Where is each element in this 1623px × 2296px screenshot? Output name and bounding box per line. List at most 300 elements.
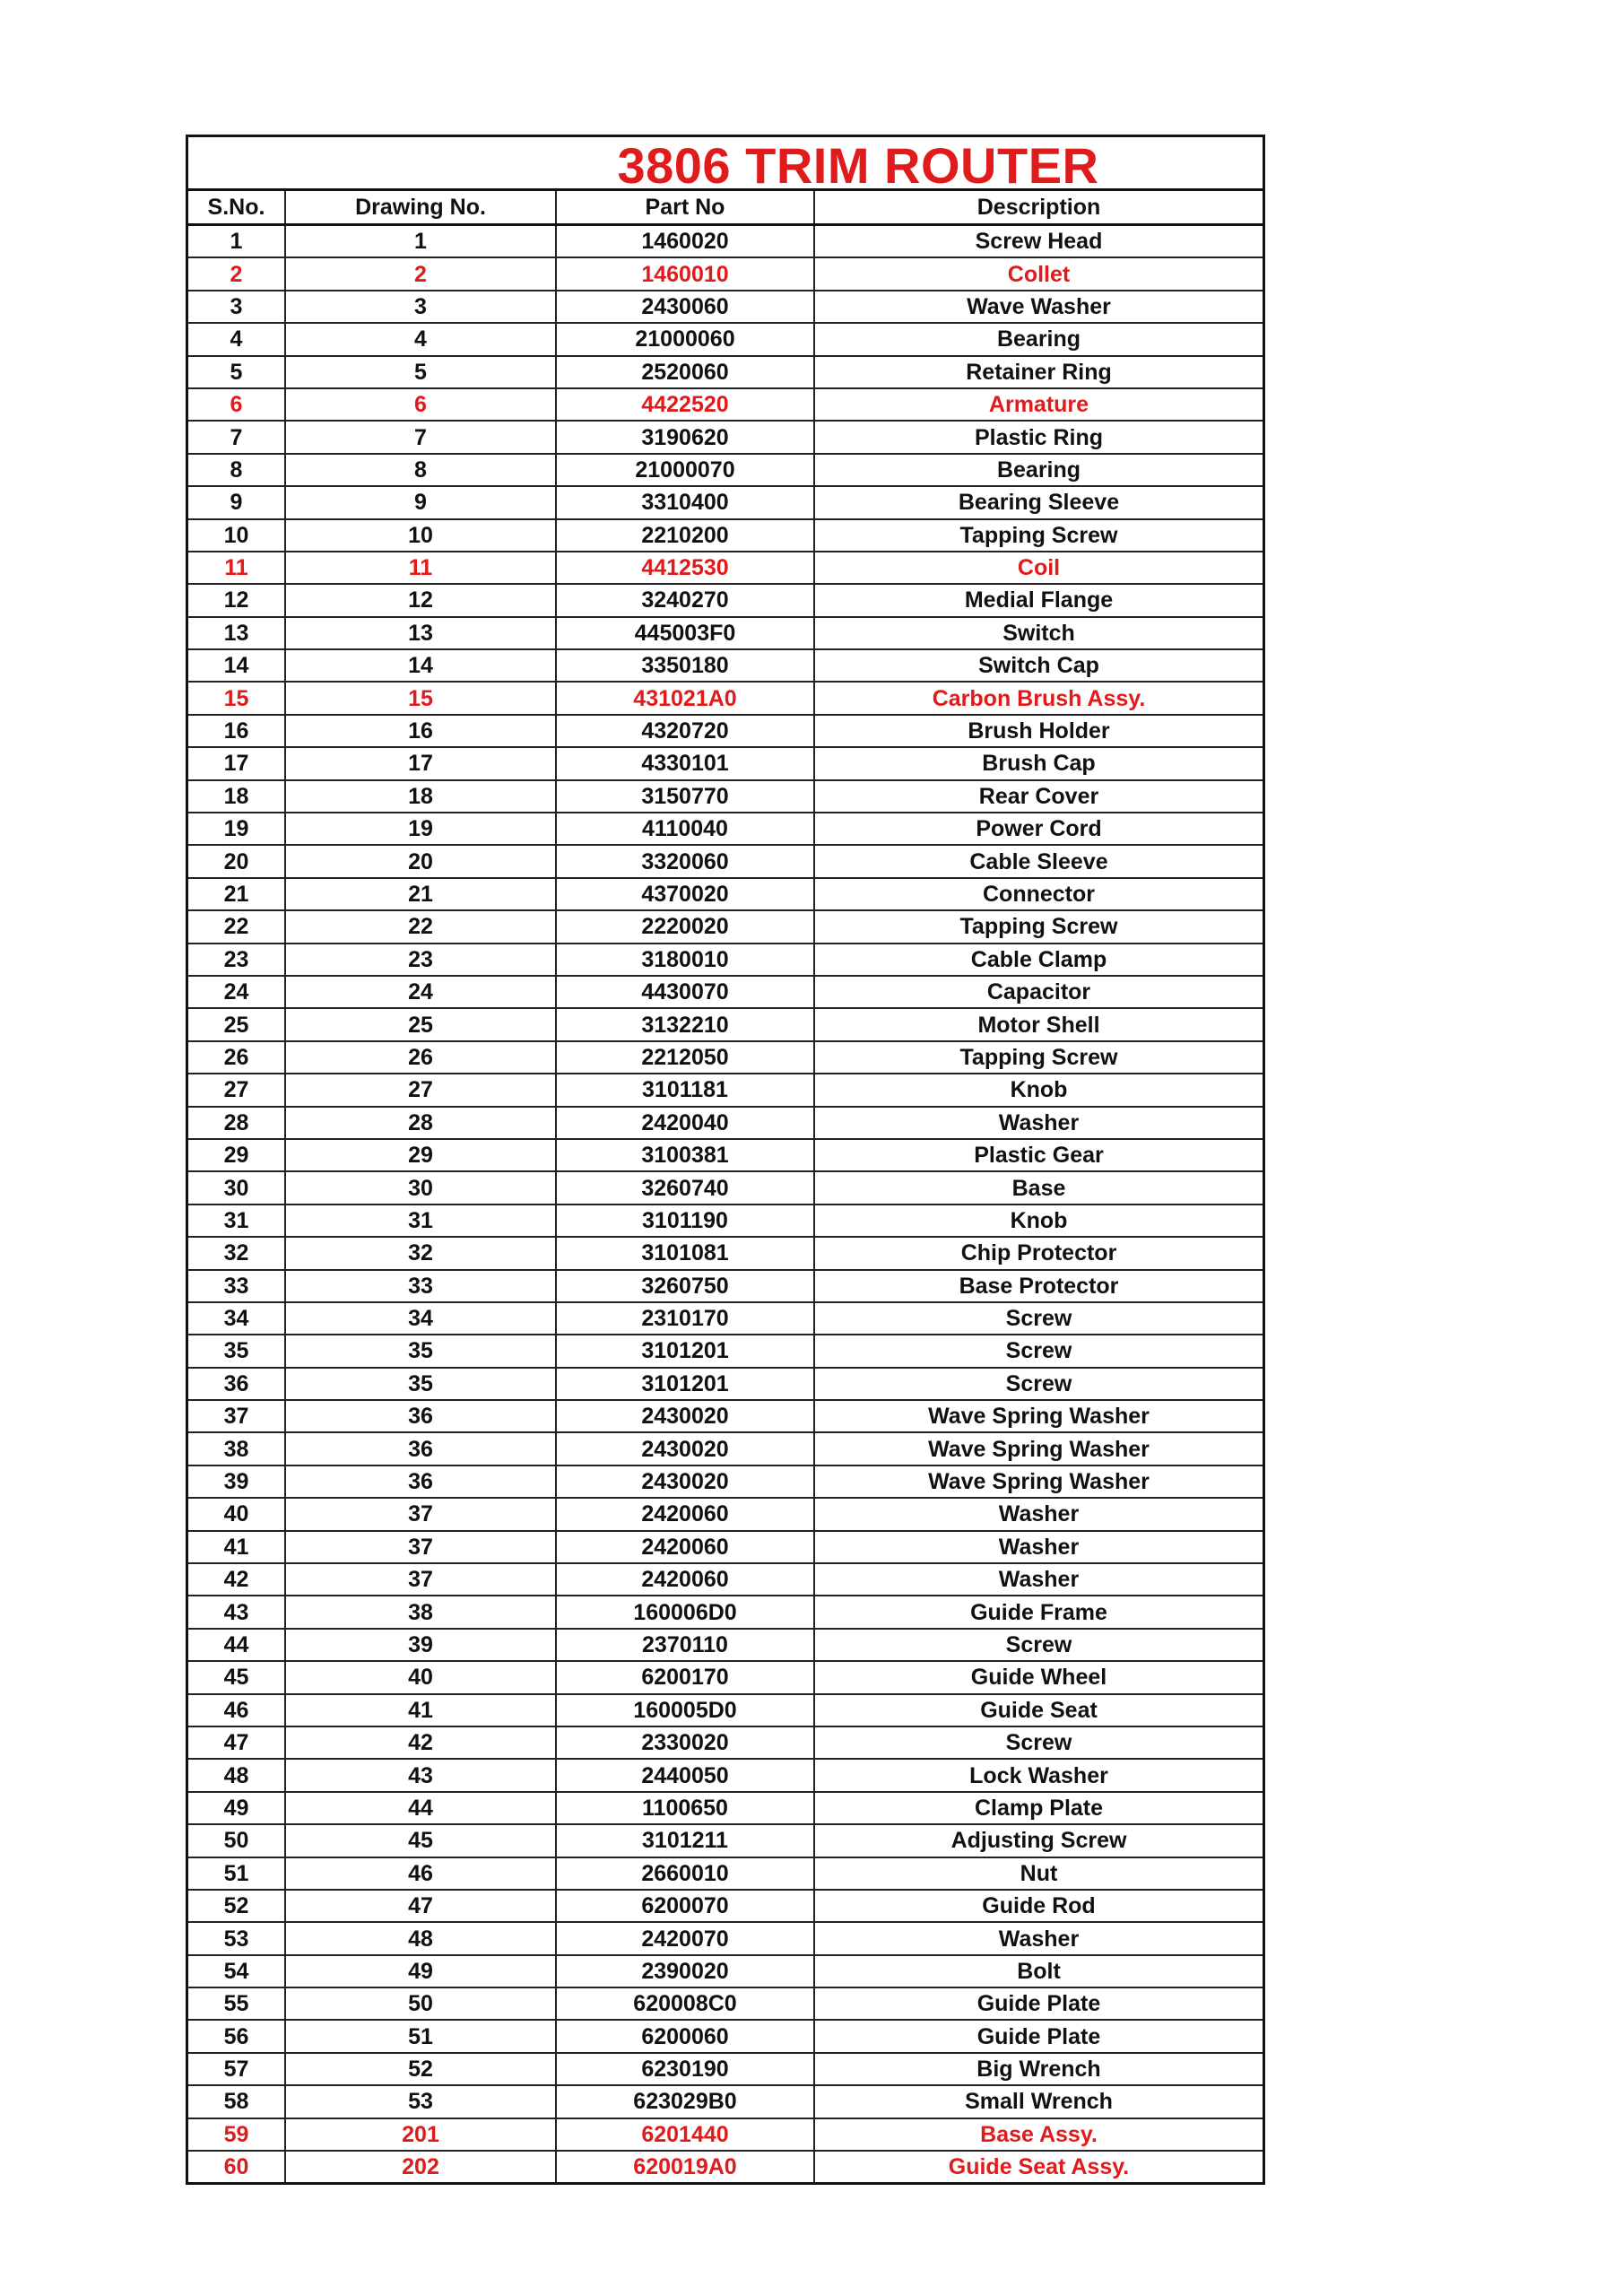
- cell-sno: 47: [188, 1726, 285, 1759]
- cell-description: Screw: [814, 1726, 1263, 1759]
- table-row: [188, 584, 1263, 616]
- cell-description: Washer: [814, 1563, 1263, 1596]
- cell-part-no: 160006D0: [556, 1596, 814, 1628]
- table-row: [188, 486, 1263, 518]
- cell-description: Motor Shell: [814, 1008, 1263, 1040]
- cell-drawing-no: 26: [285, 1041, 556, 1074]
- cell-part-no: 4110040: [556, 813, 814, 845]
- cell-drawing-no: 52: [285, 2053, 556, 2085]
- cell-sno: 55: [188, 1987, 285, 2020]
- cell-sno: 52: [188, 1890, 285, 1922]
- table-row: [188, 1694, 1263, 1726]
- cell-sno: 41: [188, 1531, 285, 1563]
- table-row: [188, 1107, 1263, 1139]
- cell-sno: 51: [188, 1857, 285, 1890]
- cell-drawing-no: 36: [285, 1400, 556, 1432]
- cell-drawing-no: 37: [285, 1498, 556, 1530]
- cell-part-no: 2430020: [556, 1465, 814, 1498]
- cell-drawing-no: 36: [285, 1432, 556, 1465]
- cell-description: Connector: [814, 878, 1263, 910]
- cell-drawing-no: 24: [285, 976, 556, 1008]
- table-row: [188, 1171, 1263, 1204]
- cell-sno: 35: [188, 1335, 285, 1367]
- cell-sno: 27: [188, 1074, 285, 1106]
- cell-part-no: 4330101: [556, 747, 814, 779]
- cell-description: Medial Flange: [814, 584, 1263, 616]
- cell-part-no: 3260740: [556, 1171, 814, 1204]
- header-drawing-no: Drawing No.: [285, 191, 556, 225]
- cell-description: Brush Cap: [814, 747, 1263, 779]
- cell-sno: 15: [188, 682, 285, 714]
- cell-drawing-no: 22: [285, 910, 556, 943]
- cell-description: Bearing: [814, 323, 1263, 355]
- cell-part-no: 2310170: [556, 1302, 814, 1335]
- cell-part-no: 2210200: [556, 519, 814, 552]
- parts-table: [188, 191, 1263, 2182]
- cell-description: Switch: [814, 617, 1263, 649]
- table-row: [188, 2151, 1263, 2182]
- table-row: [188, 1335, 1263, 1367]
- cell-description: Wave Spring Washer: [814, 1400, 1263, 1432]
- cell-part-no: 4412530: [556, 552, 814, 584]
- cell-description: Switch Cap: [814, 649, 1263, 682]
- table-row: [188, 1792, 1263, 1824]
- cell-drawing-no: 50: [285, 1987, 556, 2020]
- cell-description: Chip Protector: [814, 1237, 1263, 1269]
- cell-part-no: 2430060: [556, 291, 814, 323]
- cell-sno: 19: [188, 813, 285, 845]
- cell-drawing-no: 28: [285, 1107, 556, 1139]
- cell-description: Guide Seat Assy.: [814, 2151, 1263, 2182]
- cell-sno: 33: [188, 1270, 285, 1302]
- cell-description: Wave Spring Washer: [814, 1432, 1263, 1465]
- table-row: [188, 1759, 1263, 1791]
- cell-description: Tapping Screw: [814, 910, 1263, 943]
- cell-drawing-no: 43: [285, 1759, 556, 1791]
- cell-part-no: 3350180: [556, 649, 814, 682]
- cell-drawing-no: 47: [285, 1890, 556, 1922]
- cell-sno: 59: [188, 2118, 285, 2151]
- table-row: [188, 878, 1263, 910]
- cell-part-no: 6200060: [556, 2020, 814, 2052]
- cell-part-no: 2430020: [556, 1432, 814, 1465]
- table-row: [188, 1987, 1263, 2020]
- cell-sno: 3: [188, 291, 285, 323]
- cell-description: Bolt: [814, 1955, 1263, 1987]
- cell-part-no: 2420060: [556, 1498, 814, 1530]
- table-row: [188, 1922, 1263, 1954]
- cell-sno: 45: [188, 1661, 285, 1693]
- table-row: [188, 1139, 1263, 1171]
- cell-drawing-no: 48: [285, 1922, 556, 1954]
- cell-description: Clamp Plate: [814, 1792, 1263, 1824]
- cell-description: Collet: [814, 257, 1263, 290]
- cell-description: Screw: [814, 1368, 1263, 1400]
- table-row: [188, 519, 1263, 552]
- cell-drawing-no: 45: [285, 1824, 556, 1857]
- cell-part-no: 4422520: [556, 388, 814, 421]
- cell-part-no: 3180010: [556, 944, 814, 976]
- cell-drawing-no: 36: [285, 1465, 556, 1498]
- cell-description: Plastic Gear: [814, 1139, 1263, 1171]
- table-row: [188, 388, 1263, 421]
- cell-sno: 57: [188, 2053, 285, 2085]
- cell-description: Washer: [814, 1531, 1263, 1563]
- cell-description: Washer: [814, 1498, 1263, 1530]
- table-row: [188, 1531, 1263, 1563]
- cell-description: Base: [814, 1171, 1263, 1204]
- cell-sno: 5: [188, 356, 285, 388]
- cell-part-no: 2660010: [556, 1857, 814, 1890]
- cell-drawing-no: 42: [285, 1726, 556, 1759]
- cell-part-no: 3101190: [556, 1205, 814, 1237]
- cell-sno: 7: [188, 421, 285, 453]
- header-part-no: Part No: [556, 191, 814, 225]
- header-sno: S.No.: [188, 191, 285, 225]
- table-row: [188, 747, 1263, 779]
- cell-description: Washer: [814, 1922, 1263, 1954]
- table-row: [188, 845, 1263, 877]
- cell-sno: 20: [188, 845, 285, 877]
- cell-description: Washer: [814, 1107, 1263, 1139]
- cell-part-no: 2220020: [556, 910, 814, 943]
- table-row: [188, 1726, 1263, 1759]
- cell-description: Plastic Ring: [814, 421, 1263, 453]
- cell-part-no: 3101201: [556, 1368, 814, 1400]
- cell-drawing-no: 46: [285, 1857, 556, 1890]
- cell-drawing-no: 27: [285, 1074, 556, 1106]
- cell-description: Adjusting Screw: [814, 1824, 1263, 1857]
- cell-description: Tapping Screw: [814, 519, 1263, 552]
- parts-table-body: [188, 225, 1263, 2183]
- cell-sno: 9: [188, 486, 285, 518]
- table-row: [188, 617, 1263, 649]
- cell-drawing-no: 34: [285, 1302, 556, 1335]
- cell-description: Screw: [814, 1302, 1263, 1335]
- header-row: [188, 191, 1263, 225]
- cell-drawing-no: 12: [285, 584, 556, 616]
- cell-part-no: 2390020: [556, 1955, 814, 1987]
- cell-drawing-no: 1: [285, 225, 556, 258]
- cell-description: Bearing Sleeve: [814, 486, 1263, 518]
- header-description: Description: [814, 191, 1263, 225]
- table-row: [188, 1661, 1263, 1693]
- cell-sno: 18: [188, 780, 285, 813]
- cell-sno: 58: [188, 2085, 285, 2118]
- cell-sno: 28: [188, 1107, 285, 1139]
- cell-description: Brush Holder: [814, 715, 1263, 747]
- cell-sno: 23: [188, 944, 285, 976]
- cell-part-no: 3101181: [556, 1074, 814, 1106]
- cell-description: Tapping Screw: [814, 1041, 1263, 1074]
- cell-drawing-no: 44: [285, 1792, 556, 1824]
- table-row: [188, 1563, 1263, 1596]
- cell-description: Guide Wheel: [814, 1661, 1263, 1693]
- cell-sno: 34: [188, 1302, 285, 1335]
- table-row: [188, 356, 1263, 388]
- cell-drawing-no: 18: [285, 780, 556, 813]
- table-row: [188, 1629, 1263, 1661]
- cell-drawing-no: 11: [285, 552, 556, 584]
- cell-part-no: 3190620: [556, 421, 814, 453]
- cell-drawing-no: 20: [285, 845, 556, 877]
- table-row: [188, 1596, 1263, 1628]
- cell-sno: 29: [188, 1139, 285, 1171]
- table-row: [188, 1368, 1263, 1400]
- parts-list-sheet: [186, 135, 1265, 2185]
- cell-part-no: 2430020: [556, 1400, 814, 1432]
- cell-part-no: 2370110: [556, 1629, 814, 1661]
- table-row: [188, 649, 1263, 682]
- cell-part-no: 3150770: [556, 780, 814, 813]
- cell-sno: 56: [188, 2020, 285, 2052]
- cell-description: Knob: [814, 1205, 1263, 1237]
- cell-description: Big Wrench: [814, 2053, 1263, 2085]
- cell-sno: 1: [188, 225, 285, 258]
- cell-sno: 17: [188, 747, 285, 779]
- cell-part-no: 431021A0: [556, 682, 814, 714]
- cell-drawing-no: 15: [285, 682, 556, 714]
- cell-description: Rear Cover: [814, 780, 1263, 813]
- cell-drawing-no: 16: [285, 715, 556, 747]
- cell-drawing-no: 14: [285, 649, 556, 682]
- cell-drawing-no: 31: [285, 1205, 556, 1237]
- cell-part-no: 1460010: [556, 257, 814, 290]
- cell-sno: 13: [188, 617, 285, 649]
- table-row: [188, 1400, 1263, 1432]
- table-row: [188, 715, 1263, 747]
- cell-part-no: 6201440: [556, 2118, 814, 2151]
- cell-drawing-no: 202: [285, 2151, 556, 2182]
- cell-part-no: 3101081: [556, 1237, 814, 1269]
- cell-sno: 46: [188, 1694, 285, 1726]
- cell-description: Guide Plate: [814, 2020, 1263, 2052]
- cell-part-no: 6200070: [556, 1890, 814, 1922]
- cell-description: Guide Seat: [814, 1694, 1263, 1726]
- cell-sno: 10: [188, 519, 285, 552]
- cell-sno: 40: [188, 1498, 285, 1530]
- cell-sno: 2: [188, 257, 285, 290]
- cell-drawing-no: 7: [285, 421, 556, 453]
- cell-part-no: 2420060: [556, 1563, 814, 1596]
- cell-part-no: 620019A0: [556, 2151, 814, 2182]
- cell-part-no: 2420070: [556, 1922, 814, 1954]
- cell-drawing-no: 35: [285, 1368, 556, 1400]
- cell-part-no: 6230190: [556, 2053, 814, 2085]
- cell-description: Cable Sleeve: [814, 845, 1263, 877]
- cell-part-no: 3260750: [556, 1270, 814, 1302]
- cell-description: Screw: [814, 1335, 1263, 1367]
- table-row: [188, 813, 1263, 845]
- cell-drawing-no: 35: [285, 1335, 556, 1367]
- table-row: [188, 976, 1263, 1008]
- table-row: [188, 1270, 1263, 1302]
- cell-sno: 21: [188, 878, 285, 910]
- cell-sno: 14: [188, 649, 285, 682]
- cell-part-no: 2330020: [556, 1726, 814, 1759]
- cell-drawing-no: 5: [285, 356, 556, 388]
- cell-sno: 12: [188, 584, 285, 616]
- cell-part-no: 4430070: [556, 976, 814, 1008]
- cell-drawing-no: 9: [285, 486, 556, 518]
- table-row: [188, 1302, 1263, 1335]
- cell-part-no: 445003F0: [556, 617, 814, 649]
- cell-description: Capacitor: [814, 976, 1263, 1008]
- cell-sno: 49: [188, 1792, 285, 1824]
- cell-part-no: 3320060: [556, 845, 814, 877]
- table-row: [188, 1432, 1263, 1465]
- cell-part-no: 4320720: [556, 715, 814, 747]
- cell-part-no: 21000060: [556, 323, 814, 355]
- cell-part-no: 620008C0: [556, 1987, 814, 2020]
- cell-sno: 42: [188, 1563, 285, 1596]
- table-row: [188, 1955, 1263, 1987]
- cell-description: Base Protector: [814, 1270, 1263, 1302]
- cell-description: Wave Washer: [814, 291, 1263, 323]
- cell-part-no: 2420040: [556, 1107, 814, 1139]
- cell-sno: 25: [188, 1008, 285, 1040]
- cell-sno: 37: [188, 1400, 285, 1432]
- table-row: [188, 2020, 1263, 2052]
- table-row: [188, 1824, 1263, 1857]
- table-row: [188, 421, 1263, 453]
- cell-drawing-no: 10: [285, 519, 556, 552]
- cell-sno: 26: [188, 1041, 285, 1074]
- table-row: [188, 291, 1263, 323]
- cell-drawing-no: 25: [285, 1008, 556, 1040]
- cell-part-no: 160005D0: [556, 1694, 814, 1726]
- cell-drawing-no: 30: [285, 1171, 556, 1204]
- cell-description: Nut: [814, 1857, 1263, 1890]
- table-row: [188, 1205, 1263, 1237]
- cell-description: Carbon Brush Assy.: [814, 682, 1263, 714]
- cell-drawing-no: 49: [285, 1955, 556, 1987]
- cell-drawing-no: 40: [285, 1661, 556, 1693]
- cell-drawing-no: 3: [285, 291, 556, 323]
- table-row: [188, 2053, 1263, 2085]
- cell-sno: 50: [188, 1824, 285, 1857]
- table-row: [188, 910, 1263, 943]
- cell-description: Base Assy.: [814, 2118, 1263, 2151]
- table-row: [188, 1890, 1263, 1922]
- cell-sno: 38: [188, 1432, 285, 1465]
- cell-drawing-no: 33: [285, 1270, 556, 1302]
- cell-part-no: 21000070: [556, 454, 814, 486]
- cell-sno: 48: [188, 1759, 285, 1791]
- cell-description: Retainer Ring: [814, 356, 1263, 388]
- table-row: [188, 552, 1263, 584]
- cell-description: Small Wrench: [814, 2085, 1263, 2118]
- cell-sno: 32: [188, 1237, 285, 1269]
- cell-sno: 43: [188, 1596, 285, 1628]
- cell-description: Coil: [814, 552, 1263, 584]
- cell-part-no: 3100381: [556, 1139, 814, 1171]
- table-row: [188, 1237, 1263, 1269]
- table-row: [188, 1008, 1263, 1040]
- cell-part-no: 1100650: [556, 1792, 814, 1824]
- cell-drawing-no: 51: [285, 2020, 556, 2052]
- cell-sno: 30: [188, 1171, 285, 1204]
- cell-description: Lock Washer: [814, 1759, 1263, 1791]
- cell-sno: 16: [188, 715, 285, 747]
- cell-sno: 60: [188, 2151, 285, 2182]
- cell-drawing-no: 29: [285, 1139, 556, 1171]
- cell-description: Guide Plate: [814, 1987, 1263, 2020]
- cell-sno: 44: [188, 1629, 285, 1661]
- cell-part-no: 2520060: [556, 356, 814, 388]
- cell-part-no: 2212050: [556, 1041, 814, 1074]
- cell-sno: 8: [188, 454, 285, 486]
- cell-description: Power Cord: [814, 813, 1263, 845]
- cell-sno: 54: [188, 1955, 285, 1987]
- cell-description: Cable Clamp: [814, 944, 1263, 976]
- cell-sno: 31: [188, 1205, 285, 1237]
- cell-part-no: 623029B0: [556, 2085, 814, 2118]
- table-row: [188, 257, 1263, 290]
- cell-drawing-no: 23: [285, 944, 556, 976]
- cell-description: Bearing: [814, 454, 1263, 486]
- cell-drawing-no: 2: [285, 257, 556, 290]
- cell-part-no: 1460020: [556, 225, 814, 258]
- cell-part-no: 2420060: [556, 1531, 814, 1563]
- table-row: [188, 1498, 1263, 1530]
- table-row: [188, 944, 1263, 976]
- cell-drawing-no: 32: [285, 1237, 556, 1269]
- cell-drawing-no: 201: [285, 2118, 556, 2151]
- table-row: [188, 682, 1263, 714]
- cell-drawing-no: 37: [285, 1563, 556, 1596]
- table-row: [188, 2118, 1263, 2151]
- page-title: 3806 TRIM ROUTER: [188, 137, 1263, 191]
- cell-drawing-no: 21: [285, 878, 556, 910]
- cell-drawing-no: 13: [285, 617, 556, 649]
- cell-drawing-no: 4: [285, 323, 556, 355]
- cell-part-no: 3101211: [556, 1824, 814, 1857]
- cell-drawing-no: 38: [285, 1596, 556, 1628]
- cell-part-no: 2440050: [556, 1759, 814, 1791]
- cell-sno: 39: [188, 1465, 285, 1498]
- cell-sno: 11: [188, 552, 285, 584]
- cell-description: Knob: [814, 1074, 1263, 1106]
- cell-description: Screw Head: [814, 225, 1263, 258]
- cell-part-no: 3132210: [556, 1008, 814, 1040]
- cell-description: Wave Spring Washer: [814, 1465, 1263, 1498]
- table-row: [188, 1465, 1263, 1498]
- cell-drawing-no: 6: [285, 388, 556, 421]
- table-row: [188, 225, 1263, 258]
- cell-drawing-no: 53: [285, 2085, 556, 2118]
- cell-sno: 4: [188, 323, 285, 355]
- cell-drawing-no: 37: [285, 1531, 556, 1563]
- cell-description: Armature: [814, 388, 1263, 421]
- cell-part-no: 3240270: [556, 584, 814, 616]
- table-row: [188, 1041, 1263, 1074]
- cell-sno: 22: [188, 910, 285, 943]
- cell-part-no: 6200170: [556, 1661, 814, 1693]
- cell-drawing-no: 41: [285, 1694, 556, 1726]
- cell-drawing-no: 19: [285, 813, 556, 845]
- table-row: [188, 1857, 1263, 1890]
- cell-part-no: 3101201: [556, 1335, 814, 1367]
- cell-description: Guide Rod: [814, 1890, 1263, 1922]
- cell-description: Guide Frame: [814, 1596, 1263, 1628]
- cell-sno: 53: [188, 1922, 285, 1954]
- cell-drawing-no: 8: [285, 454, 556, 486]
- table-row: [188, 780, 1263, 813]
- cell-sno: 6: [188, 388, 285, 421]
- cell-part-no: 4370020: [556, 878, 814, 910]
- cell-drawing-no: 17: [285, 747, 556, 779]
